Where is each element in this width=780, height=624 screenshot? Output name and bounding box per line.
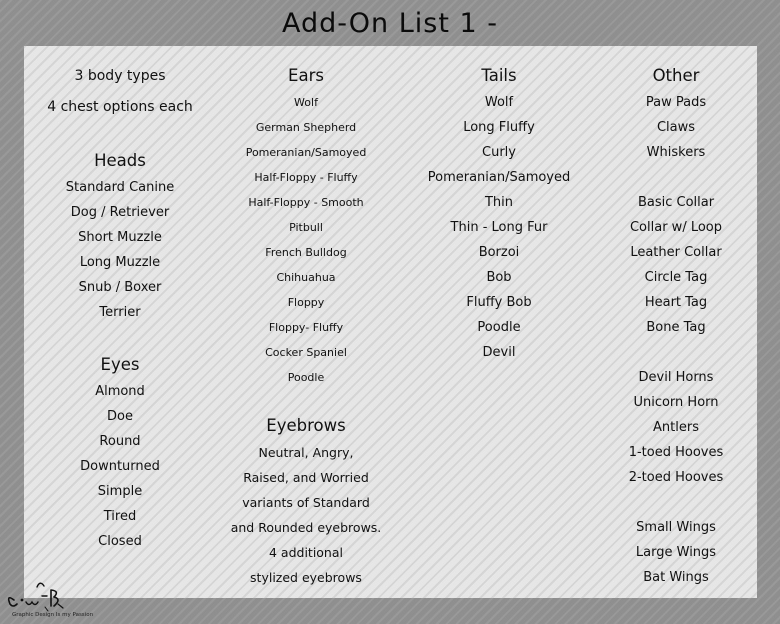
tails-item: Bob <box>486 270 512 285</box>
other-item: Collar w/ Loop <box>629 220 722 235</box>
heads-item: Terrier <box>99 305 141 320</box>
column-tails <box>399 62 599 365</box>
heads-item: Short Muzzle <box>78 230 162 245</box>
other-item: Small Wings <box>636 520 716 535</box>
ears-item: Chihuahua <box>276 271 336 284</box>
eyebrows-line: Raised, and Worried <box>243 470 369 485</box>
eyebrows-line: and Rounded eyebrows. <box>230 520 382 535</box>
ears-item: Half-Floppy - Fluffy <box>254 171 358 184</box>
eyes-item: Downturned <box>80 459 160 474</box>
eyebrows-heading: Eyebrows <box>266 416 346 435</box>
spacer <box>20 123 220 147</box>
eyebrows-line: Neutral, Angry, <box>258 445 354 460</box>
eyebrows-line: variants of Standard <box>242 495 370 510</box>
other-item: Devil Horns <box>638 370 714 385</box>
ears-item: Floppy <box>287 296 325 309</box>
spacer <box>206 390 406 412</box>
other-heading: Other <box>652 66 700 85</box>
intro-body-types: 3 body types <box>74 68 166 84</box>
tails-item: Curly <box>482 145 516 160</box>
signature-tagline: Graphic Design Is my Passion <box>12 612 94 618</box>
spacer <box>576 490 776 515</box>
tails-item: Borzoi <box>478 245 520 260</box>
other-item: Basic Collar <box>637 195 715 210</box>
ears-item: Pitbull <box>289 221 323 234</box>
heads-item: Long Muzzle <box>79 255 161 270</box>
eyes-heading: Eyes <box>100 355 140 374</box>
ears-item: Cocker Spaniel <box>265 346 347 359</box>
column-body-heads-eyes <box>20 61 220 554</box>
column-other <box>576 62 776 590</box>
other-item: Bat Wings <box>643 570 709 585</box>
eyes-item: Doe <box>107 409 133 424</box>
other-item: Circle Tag <box>644 270 708 285</box>
tails-item: Long Fluffy <box>463 120 535 135</box>
tails-item: Wolf <box>484 95 514 110</box>
spacer <box>576 340 776 365</box>
tails-heading: Tails <box>481 66 517 85</box>
other-item: Large Wings <box>635 545 717 560</box>
other-item: 1-toed Hooves <box>628 445 724 460</box>
spacer <box>20 325 220 351</box>
ears-item: Wolf <box>294 96 318 109</box>
heads-item: Dog / Retriever <box>70 205 170 220</box>
eyebrows-line: stylized eyebrows <box>250 570 362 585</box>
heads-item: Snub / Boxer <box>78 280 162 295</box>
other-item: Unicorn Horn <box>633 395 719 410</box>
other-item: Bone Tag <box>646 320 706 335</box>
tails-item: Pomeranian/Samoyed <box>427 170 571 185</box>
other-item: Whiskers <box>646 145 706 160</box>
tails-item: Poodle <box>477 320 521 335</box>
ears-item: Poodle <box>287 371 325 384</box>
ears-heading: Ears <box>288 66 324 85</box>
intro-chest-options: 4 chest options each <box>47 99 193 115</box>
eyes-item: Round <box>99 434 141 449</box>
tails-item: Thin <box>484 195 514 210</box>
heads-item: Standard Canine <box>65 180 175 195</box>
other-item: Heart Tag <box>644 295 708 310</box>
heads-heading: Heads <box>94 151 146 170</box>
ears-item: German Shepherd <box>255 121 357 134</box>
other-item: Leather Collar <box>630 245 722 260</box>
ears-item: Half-Floppy - Smooth <box>248 196 364 209</box>
tails-item: Thin - Long Fur <box>450 220 548 235</box>
column-ears-eyebrows <box>206 62 406 590</box>
ears-item: French Bulldog <box>265 246 347 259</box>
ears-item: Pomeranian/Samoyed <box>245 146 367 159</box>
tails-item: Devil <box>482 345 516 360</box>
page-title: Add-On List 1 - <box>282 8 498 39</box>
tails-item: Fluffy Bob <box>466 295 532 310</box>
other-item: 2-toed Hooves <box>628 470 724 485</box>
spacer <box>576 165 776 190</box>
other-item: Claws <box>656 120 696 135</box>
other-item: Paw Pads <box>645 95 707 110</box>
eyebrows-line: 4 additional <box>268 545 343 560</box>
eyes-item: Tired <box>103 509 137 524</box>
eyes-item: Closed <box>98 534 142 549</box>
eyes-item: Almond <box>95 384 145 399</box>
other-item: Antlers <box>653 420 699 435</box>
eyes-item: Simple <box>97 484 143 499</box>
ears-item: Floppy- Fluffy <box>268 321 344 334</box>
